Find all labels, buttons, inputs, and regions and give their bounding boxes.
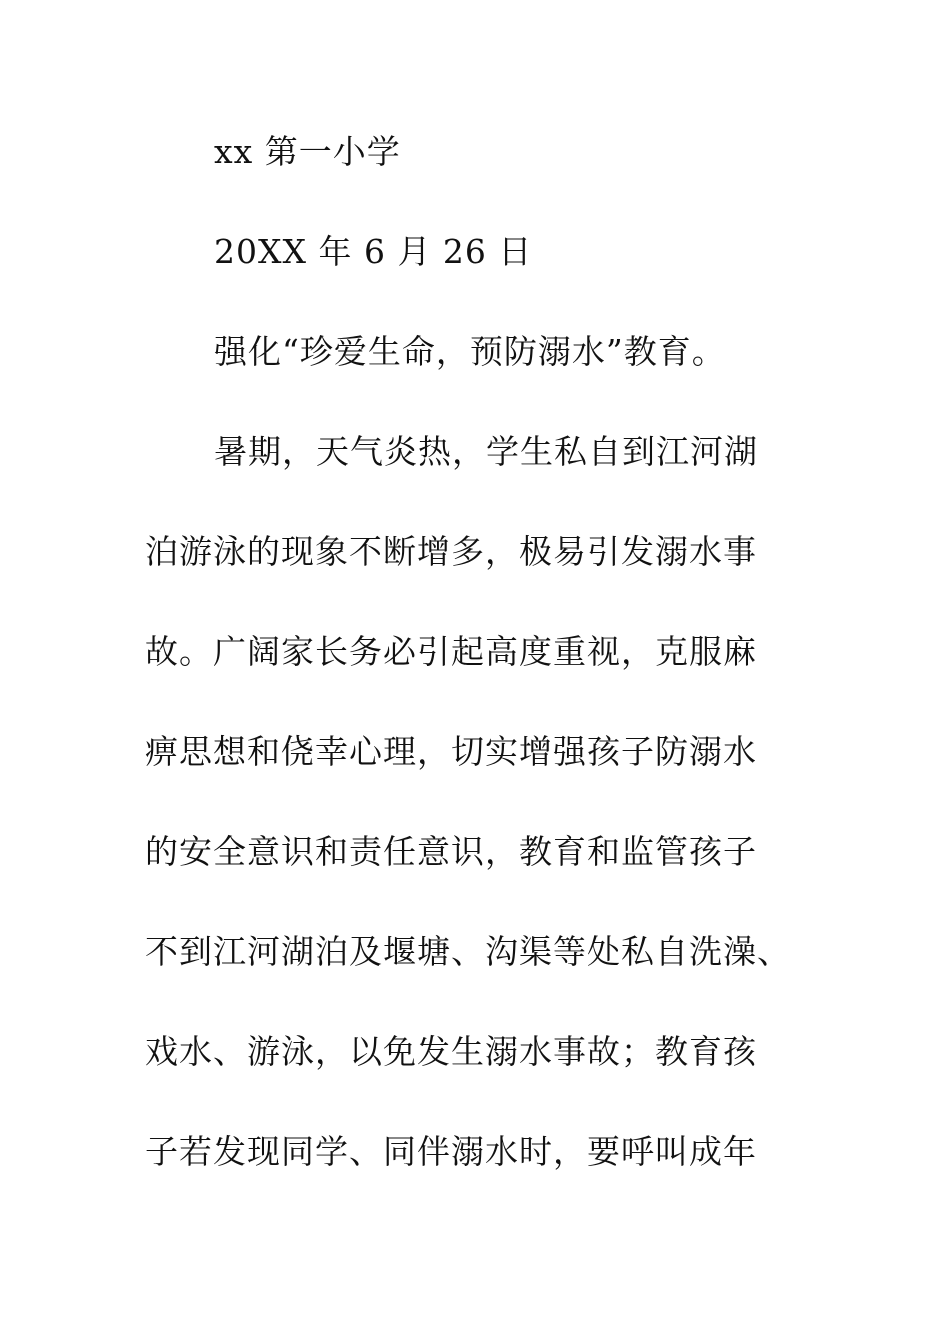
section-heading: 强化“珍爱生命，预防溺水”教育。 bbox=[214, 332, 726, 371]
paragraph-line: 故。广阔家长务必引起高度重视，克服麻 bbox=[145, 632, 757, 671]
paragraph-line: 子若发现同学、同伴溺水时，要呼叫成年 bbox=[145, 1132, 757, 1171]
paragraph-line: 痹思想和侥幸心理，切实增强孩子防溺水 bbox=[145, 732, 757, 771]
paragraph-line: 暑期，天气炎热，学生私自到江河湖 bbox=[214, 432, 758, 471]
paragraph-line: 戏水、游泳，以免发生溺水事故；教育孩 bbox=[145, 1032, 757, 1071]
signature-school: xx 第一小学 bbox=[214, 132, 401, 171]
paragraph-line: 不到江河湖泊及堰塘、沟渠等处私自洗澡、 bbox=[145, 932, 791, 971]
paragraph-line: 泊游泳的现象不断增多，极易引发溺水事 bbox=[145, 532, 757, 571]
signature-date: 20XX 年 6 月 26 日 bbox=[214, 232, 533, 271]
paragraph-line: 的安全意识和责任意识，教育和监管孩子 bbox=[145, 832, 757, 871]
